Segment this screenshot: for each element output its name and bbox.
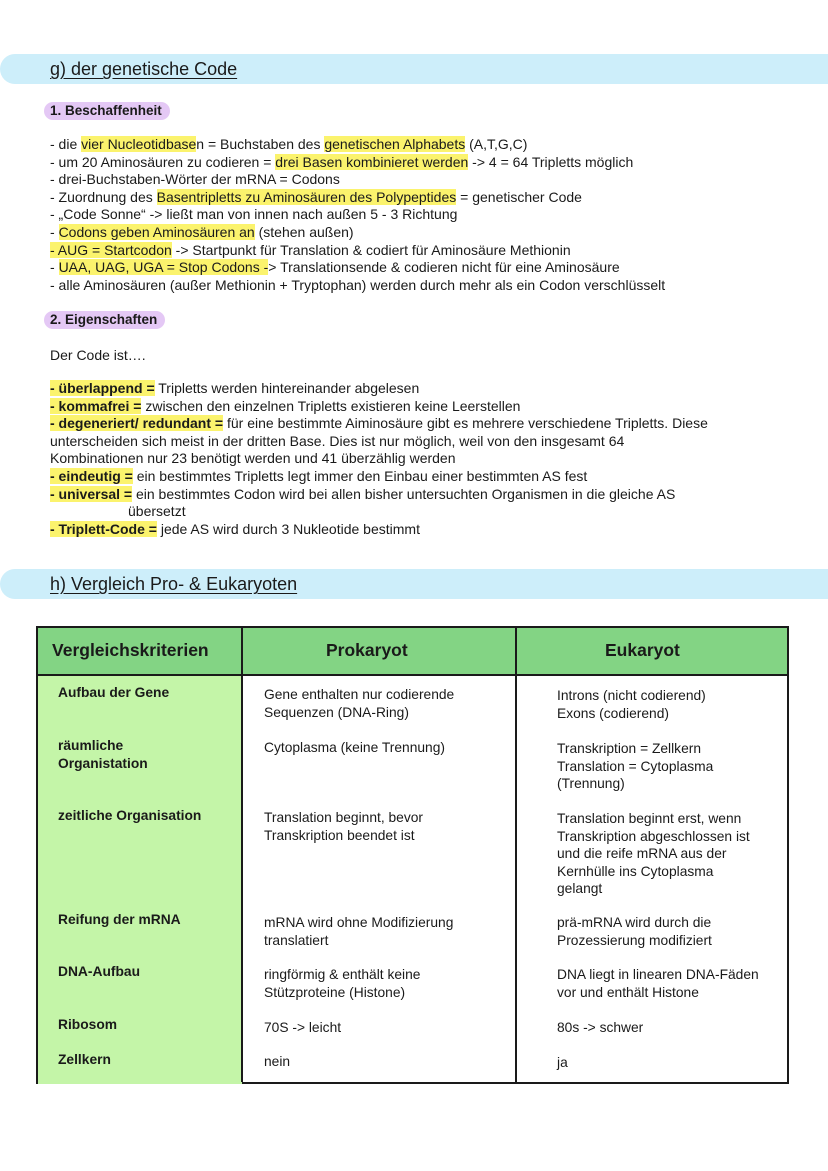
row-prokaryot: Gene enthalten nur codierende Sequenzen (DNA-Ring) [264, 687, 455, 720]
list-item [50, 415, 708, 433]
row-eukaryot: Introns (nicht codierend) Exons (codierend) [557, 688, 706, 721]
header-eukaryot: Eukaryot [605, 640, 680, 660]
text-segment: (A,T,G,C) [465, 136, 528, 152]
text-segment: Kombinationen nur 23 benötigt werden und 41 überzählig werden [50, 450, 456, 467]
list-item [50, 277, 665, 295]
row-prokaryot: Cytoplasma (keine Trennung) [264, 740, 445, 755]
row-prokaryot: mRNA wird ohne Modifizierung translatiert [264, 915, 454, 948]
list-item [50, 398, 708, 416]
highlighted-text: - überlappend = [50, 380, 155, 396]
list-item [50, 450, 708, 468]
row-criterion: Ribosom [58, 1017, 118, 1032]
list-item [50, 206, 665, 224]
highlighted-text: vier Nucleotidbase [81, 136, 197, 152]
row-prokaryot: Translation beginnt, bevor Transkription beendet ist [264, 810, 424, 843]
text-segment: - drei-Buchstaben-Wörter der mRNA = Codons [50, 171, 340, 188]
list-item [50, 503, 708, 521]
list-item [50, 136, 665, 154]
comparison-table [36, 626, 789, 1084]
row-eukaryot: 80s -> schwer [557, 1020, 644, 1035]
highlighted-text: - kommafrei = [50, 397, 142, 414]
text-segment: Tripletts werden hintereinander abgelesen [154, 380, 420, 396]
text-segment: (stehen außen) [254, 223, 354, 240]
highlighted-text: - Triplett-Code = [50, 520, 157, 537]
highlighted-text: - eindeutig = [50, 467, 133, 484]
highlighted-text: AUG = Startcodon [57, 241, 172, 258]
list-item [50, 224, 665, 242]
highlighted-text: genetischen Alphabets [324, 136, 466, 152]
text-segment: - um 20 Aminosäuren zu codieren = [50, 153, 276, 170]
highlighted-text: - [50, 241, 58, 258]
text-segment: jede AS wird durch 3 Nukleotide bestimmt [156, 520, 420, 537]
row-prokaryot: ringförmig & enthält keine Stützproteine (Histone) [264, 967, 421, 1000]
highlighted-text: Basentripletts zu Aminosäuren des Polypeptides [156, 188, 457, 205]
row-criterion: DNA-Aufbau [58, 964, 140, 979]
text-segment: - [50, 223, 59, 240]
text-segment: -> 4 = 64 Tripletts möglich [468, 153, 634, 170]
highlighted-text: Codons geben Aminosäuren an [58, 223, 255, 240]
section-g-title: g) der genetische Code [50, 59, 238, 79]
list-item [50, 521, 708, 539]
highlighted-text: - degeneriert/ redundant = [50, 415, 224, 432]
list-item [50, 433, 708, 451]
text-segment: - [50, 259, 59, 276]
text-segment: für eine bestimmte Aiminosäure gibt es mehrere verschiedene Tripletts. Diese [223, 415, 708, 432]
text-segment: n = Buchstaben des [196, 136, 325, 152]
subheading-beschaffenheit: 1. Beschaffenheit [44, 102, 170, 120]
header-prokaryot: Prokaryot [326, 640, 408, 660]
text-segment: - Zuordnung des [50, 188, 157, 205]
text-segment: ein bestimmtes Codon wird bei allen bisher untersuchten Organismen in die gleiche AS [132, 485, 676, 502]
text-segment: ein bestimmtes Tripletts legt immer den Einbau einer bestimmten AS fest [132, 467, 588, 484]
text-segment: -> Startpunkt für Translation & codiert für Aminosäure Methionin [171, 241, 571, 258]
text-segment: - „Code Sonne“ -> ließt man von innen nach außen 5 - 3 Richtung [50, 206, 458, 223]
section-h-title: h) Vergleich Pro- & Eukaryoten [50, 574, 298, 594]
row-eukaryot: Transkription = Zellkern Translation = Cytoplasma (Trennung) [557, 741, 714, 792]
eigenschaften-list [50, 380, 708, 538]
row-prokaryot: 70S -> leicht [264, 1020, 342, 1035]
column-divider [515, 628, 517, 1082]
text-segment: = genetischer Code [456, 188, 582, 205]
header-criteria: Vergleichskriterien [52, 640, 209, 660]
text-segment: > Translationsende & codieren nicht für eine Aminosäure [268, 259, 620, 276]
row-criterion: zeitliche Organisation [58, 808, 202, 823]
text-segment: - die [50, 136, 82, 152]
list-item [50, 259, 665, 277]
row-criterion: Zellkern [58, 1052, 111, 1067]
text-segment: unterscheiden sich meist in der dritten Base. Dies ist nur möglich, weil von den insgesamt 64 [50, 432, 625, 449]
list-item [50, 242, 665, 260]
list-item [50, 154, 665, 172]
text-segment: übersetzt [128, 503, 186, 520]
list-item [50, 380, 708, 398]
highlighted-text: drei Basen kombinieret werden [275, 153, 469, 170]
list-item [50, 171, 665, 189]
row-criterion: räumliche Organistation [58, 738, 148, 771]
beschaffenheit-list [50, 136, 665, 294]
row-criterion: Reifung der mRNA [58, 912, 181, 927]
row-criterion: Aufbau der Gene [58, 685, 170, 700]
row-eukaryot: prä-mRNA wird durch die Prozessierung modifiziert [557, 915, 712, 948]
eigenschaften-intro: Der Code ist…. [50, 347, 146, 363]
list-item [50, 468, 708, 486]
row-eukaryot: Translation beginnt erst, wenn Transkription abgeschlossen ist und die reife mRNA aus der Kernhülle ins Cytoplasma gelangt [557, 811, 750, 897]
list-item [50, 486, 708, 504]
row-eukaryot: DNA liegt in linearen DNA-Fäden vor und enthält Histone [557, 967, 759, 1000]
row-eukaryot: ja [557, 1055, 568, 1070]
highlighted-text: - universal = [50, 485, 133, 502]
list-item [50, 189, 665, 207]
text-segment: zwischen den einzelnen Tripletts existieren keine Leerstellen [141, 397, 521, 414]
row-prokaryot: nein [264, 1054, 291, 1069]
text-segment: - alle Aminosäuren (außer Methionin + Tryptophan) werden durch mehr als ein Codon verschlüsselt [50, 276, 666, 293]
subheading-eigenschaften: 2. Eigenschaften [44, 311, 165, 329]
column-divider [241, 628, 243, 1082]
highlighted-text: UAA, UAG, UGA = Stop Codons - [58, 259, 269, 276]
